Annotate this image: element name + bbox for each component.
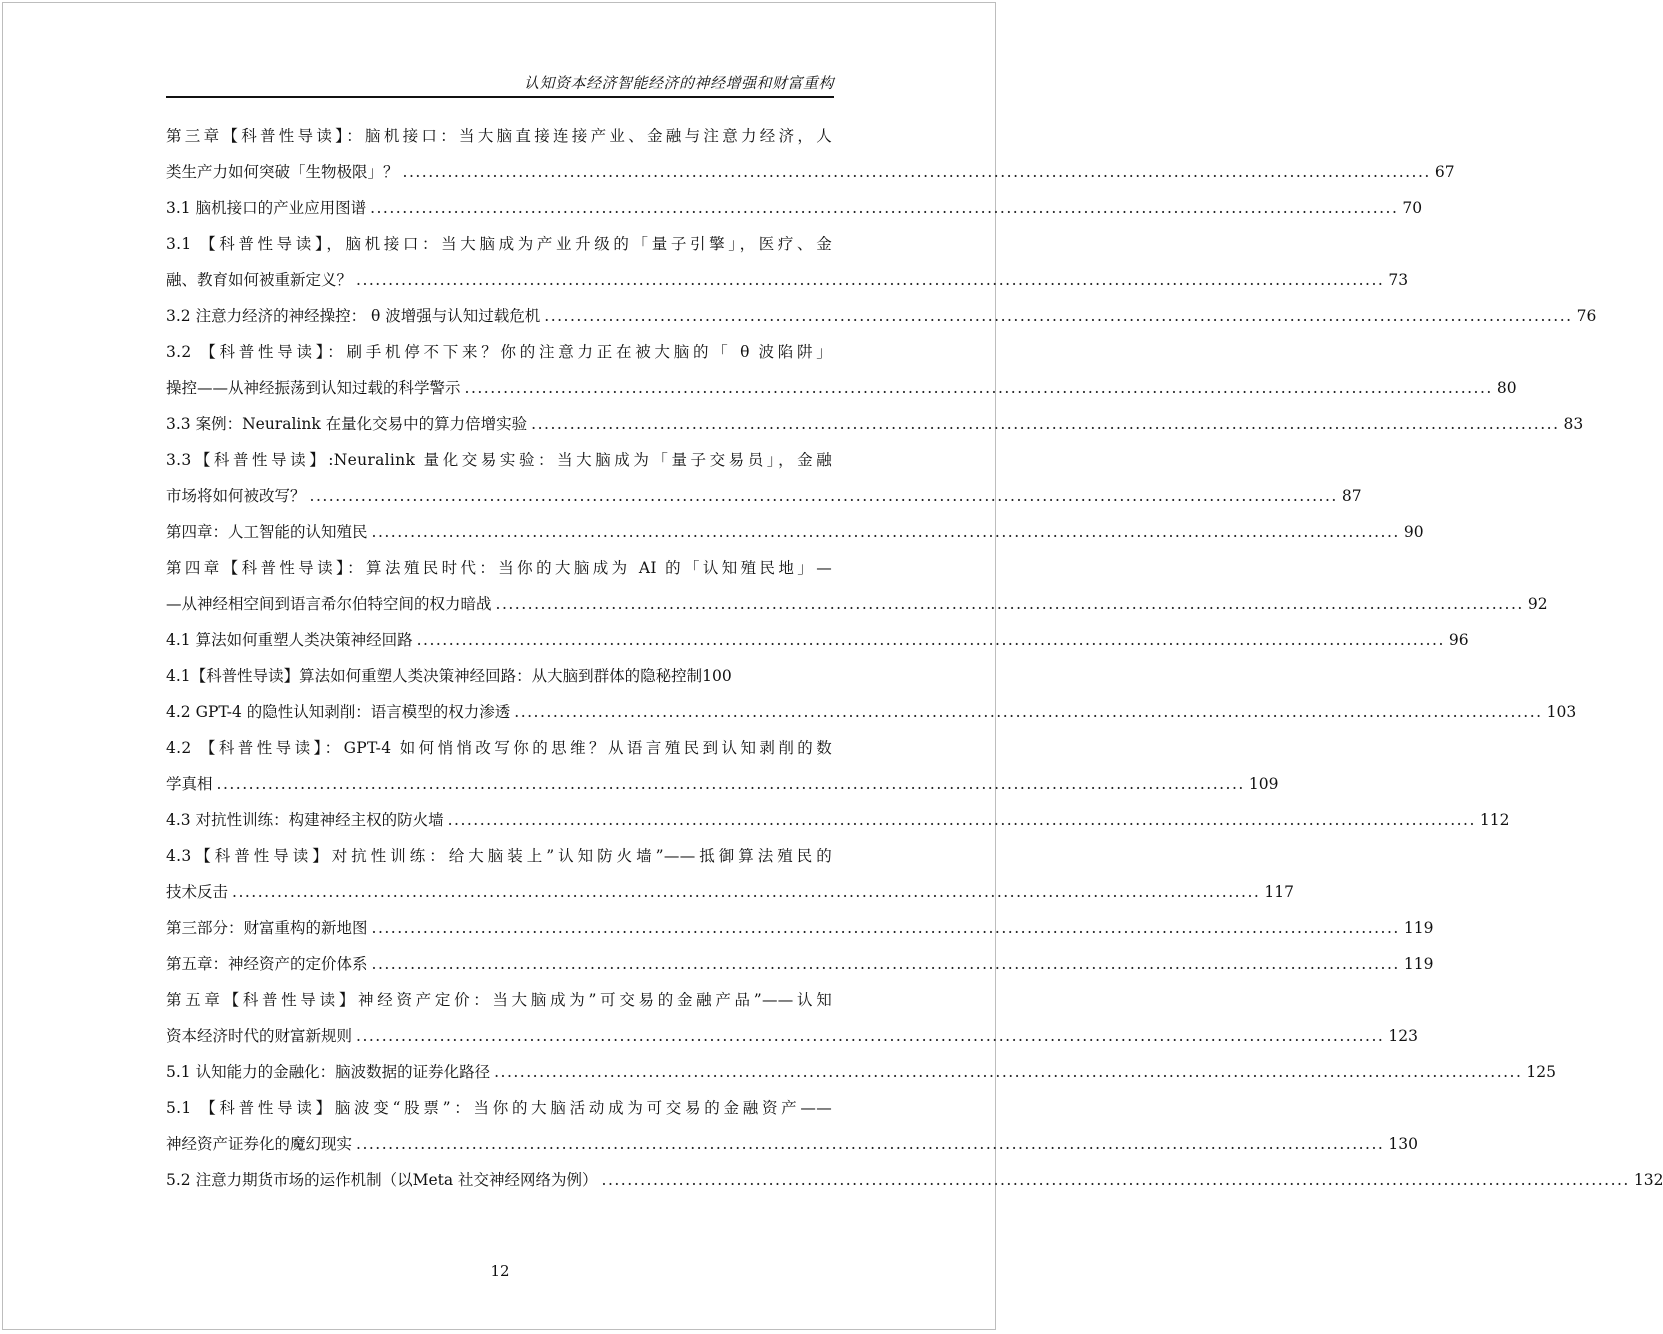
toc-entry-text: 5.1 认知能力的金融化：脑波数据的证券化路径 xyxy=(166,1063,491,1081)
toc-dot-leader: ................................................................................................................................................................ xyxy=(494,1063,1523,1081)
table-of-contents xyxy=(166,118,1663,1198)
toc-dot-leader: ................................................................................................................................................................ xyxy=(464,379,1493,397)
toc-dot-leader: ................................................................................................................................................................ xyxy=(514,703,1543,721)
toc-entry[interactable] xyxy=(166,514,1424,550)
toc-dot-leader: ................................................................................................................................................................ xyxy=(309,487,1338,505)
toc-entry-text: 3.1 【科普性导读】，脑机接口：当大脑成为产业升级的「量子引擎」，医疗、金 xyxy=(166,235,832,253)
running-header xyxy=(166,70,834,98)
toc-page-number: 125 xyxy=(1526,1063,1557,1081)
toc-entry-text: 4.1 算法如何重塑人类决策神经回路 xyxy=(166,631,413,649)
toc-dot-leader: ................................................................................................................................................................ xyxy=(356,271,1385,289)
toc-page-number: 123 xyxy=(1388,1027,1418,1045)
toc-entry[interactable] xyxy=(166,802,1510,838)
toc-dot-leader: ................................................................................................................................................................ xyxy=(370,199,1399,217)
toc-entry-continued[interactable] xyxy=(166,334,832,370)
toc-entry[interactable] xyxy=(166,406,1584,442)
toc-dot-leader: ................................................................................................................................................................ xyxy=(447,811,1476,829)
toc-entry-text: —从神经相空间到语言希尔伯特空间的权力暗战 xyxy=(166,595,492,613)
toc-entry[interactable] xyxy=(166,622,1469,658)
toc-dot-leader: ................................................................................................................................................................ xyxy=(495,595,1524,613)
toc-page-number: 92 xyxy=(1527,595,1548,613)
toc-page-number: 87 xyxy=(1341,487,1362,505)
toc-entry-text: 3.2 注意力经济的神经操控： θ 波增强与认知过载危机 xyxy=(166,307,541,325)
toc-entry-text: 资本经济时代的财富新规则 xyxy=(166,1027,353,1045)
toc-entry-text: 4.3【科普性导读】对抗性训练：给大脑装上”认知防火墙”——抵御算法殖民的 xyxy=(166,847,832,865)
toc-entry-text: 类生产力如何突破「生物极限」？ xyxy=(166,163,399,181)
toc-entry[interactable] xyxy=(166,586,1548,622)
toc-entry-text: 第三章【科普性导读】：脑机接口：当大脑直接连接产业、金融与注意力经济，人 xyxy=(166,127,832,145)
toc-dot-leader: ................................................................................................................................................................ xyxy=(371,955,1400,973)
toc-dot-leader: ................................................................................................................................................................ xyxy=(371,919,1400,937)
toc-page-number: 83 xyxy=(1563,415,1584,433)
toc-page-number: 103 xyxy=(1546,703,1577,721)
toc-entry[interactable] xyxy=(166,478,1362,514)
toc-entry-text: 3.3 案例：Neuralink 在量化交易中的算力倍增实验 xyxy=(166,415,528,433)
toc-entry[interactable] xyxy=(166,298,1597,334)
toc-dot-leader: ................................................................................................................................................................ xyxy=(371,523,1400,541)
toc-page-number: 132 xyxy=(1633,1171,1663,1189)
toc-entry-continued[interactable] xyxy=(166,118,832,154)
toc-page-number: 80 xyxy=(1496,379,1517,397)
toc-entry-text: 操控——从神经振荡到认知过载的科学警示 xyxy=(166,379,461,397)
toc-entry[interactable] xyxy=(166,370,1517,406)
toc-entry[interactable] xyxy=(166,1018,1418,1054)
toc-entry-text: 3.3【科普性导读】:Neuralink 量化交易实验：当大脑成为「量子交易员」，金融 xyxy=(166,451,832,469)
toc-entry-text: 第五章：神经资产的定价体系 xyxy=(166,955,368,973)
toc-entry-text: 第五章【科普性导读】神经资产定价：当大脑成为”可交易的金融产品”——认知 xyxy=(166,991,832,1009)
toc-entry-text: 4.2 【科普性导读】：GPT-4 如何悄悄改写你的思维？从语言殖民到认知剥削的数 xyxy=(166,739,832,757)
toc-page-number: 76 xyxy=(1576,307,1597,325)
toc-dot-leader: ................................................................................................................................................................ xyxy=(232,883,1261,901)
toc-entry[interactable] xyxy=(166,946,1434,982)
toc-page-number: 73 xyxy=(1388,271,1409,289)
toc-entry-text: 3.1 脑机接口的产业应用图谱 xyxy=(166,199,367,217)
toc-entry[interactable] xyxy=(166,910,1434,946)
toc-entry-continued[interactable] xyxy=(166,1090,832,1126)
toc-entry[interactable] xyxy=(166,154,1455,190)
toc-entry-text: 神经资产证券化的魔幻现实 xyxy=(166,1135,353,1153)
toc-entry-text: 技术反击 xyxy=(166,883,229,901)
toc-page-number: 119 xyxy=(1403,919,1434,937)
toc-entry-text: 市场将如何被改写？ xyxy=(166,487,306,505)
toc-page-number: 130 xyxy=(1388,1135,1418,1153)
toc-entry-continued[interactable] xyxy=(166,226,832,262)
toc-entry[interactable] xyxy=(166,190,1423,226)
toc-page-number: 96 xyxy=(1448,631,1469,649)
toc-entry-continued[interactable] xyxy=(166,442,832,478)
toc-dot-leader: ................................................................................................................................................................ xyxy=(402,163,1431,181)
toc-dot-leader: ................................................................................................................................................................ xyxy=(544,307,1573,325)
toc-entry-text: 学真相 xyxy=(166,775,213,793)
toc-entry-text: 4.2 GPT-4 的隐性认知剥削：语言模型的权力渗透 xyxy=(166,703,511,721)
toc-entry-continued[interactable] xyxy=(166,982,832,1018)
toc-entry[interactable] xyxy=(166,874,1294,910)
toc-page-number: 100 xyxy=(702,667,732,685)
page-number: 12 xyxy=(490,1262,510,1280)
toc-page-number: 67 xyxy=(1434,163,1455,181)
toc-entry-text: 第四章【科普性导读】：算法殖民时代：当你的大脑成为 AI 的「认知殖民地」— xyxy=(166,559,832,577)
toc-entry-text: 5.2 注意力期货市场的运作机制（以Meta 社交神经网络为例） xyxy=(166,1171,598,1189)
toc-page-number: 90 xyxy=(1403,523,1424,541)
toc-entry-text: 3.2 【科普性导读】：刷手机停不下来？你的注意力正在被大脑的「 θ 波陷阱」 xyxy=(166,343,832,361)
toc-entry[interactable] xyxy=(166,1162,1663,1198)
toc-entry-text: 融、教育如何被重新定义？ xyxy=(166,271,353,289)
running-header-title: 认知资本经济智能经济的神经增强和财富重构 xyxy=(523,74,834,92)
toc-dot-leader: ................................................................................................................................................................ xyxy=(531,415,1560,433)
toc-entry[interactable] xyxy=(166,1126,1418,1162)
toc-page-number: 119 xyxy=(1403,955,1434,973)
toc-entry-continued[interactable] xyxy=(166,730,832,766)
toc-entry-text: 5.1 【科普性导读】脑波变“股票”：当你的大脑活动成为可交易的金融资产—— xyxy=(166,1099,832,1117)
toc-entry-text: 4.3 对抗性训练：构建神经主权的防火墙 xyxy=(166,811,444,829)
toc-page-number: 109 xyxy=(1248,775,1279,793)
toc-entry[interactable] xyxy=(166,1054,1557,1090)
toc-dot-leader: ................................................................................................................................................................ xyxy=(216,775,1245,793)
toc-page-number: 117 xyxy=(1264,883,1294,901)
toc-entry[interactable] xyxy=(166,262,1409,298)
toc-dot-leader: ................................................................................................................................................................ xyxy=(416,631,1445,649)
toc-page-number: 112 xyxy=(1479,811,1510,829)
toc-entry-continued[interactable] xyxy=(166,838,832,874)
toc-entry[interactable] xyxy=(166,766,1279,802)
toc-dot-leader: ................................................................................................................................................................ xyxy=(601,1171,1630,1189)
toc-dot-leader: ................................................................................................................................................................ xyxy=(356,1027,1385,1045)
toc-entry[interactable] xyxy=(166,694,1577,730)
toc-dot-leader: ................................................................................................................................................................ xyxy=(356,1135,1385,1153)
toc-entry[interactable] xyxy=(166,658,832,694)
toc-entry-continued[interactable] xyxy=(166,550,832,586)
toc-entry-text: 第四章：人工智能的认知殖民 xyxy=(166,523,368,541)
toc-entry-text: 4.1【科普性导读】算法如何重塑人类决策神经回路：从大脑到群体的隐秘控制 xyxy=(166,667,703,685)
toc-entry-text: 第三部分：财富重构的新地图 xyxy=(166,919,368,937)
toc-page-number: 70 xyxy=(1402,199,1423,217)
